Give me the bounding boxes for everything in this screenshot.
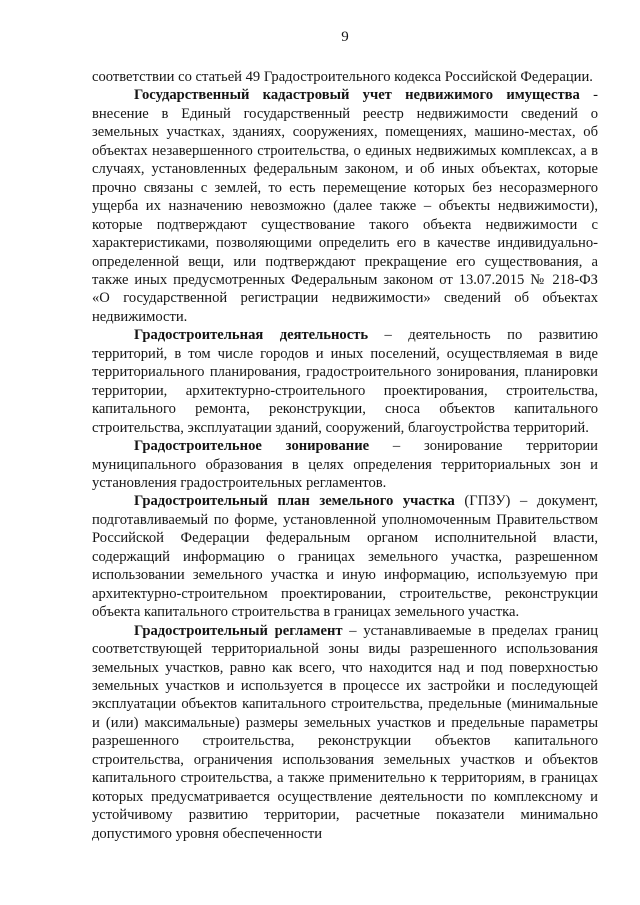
definition-urban-planning-activity bbox=[92, 326, 598, 437]
term-separator bbox=[455, 493, 465, 509]
definition-term: Градостроительный план земельного участка bbox=[134, 493, 455, 510]
definition-term: Градостроительный регламент bbox=[134, 622, 343, 639]
page-number: 9 bbox=[341, 29, 349, 45]
definition-text: деятельность по развитию территорий, в том числе городов и иных поселений, осуществляемая в виде территориального планирования, градостроительного зонирования, планировки территории, архитектурно-строительного проектирования, строительства, капитального ремонта, реконструкции, сноса объектов капитального строительства, эксплуатации зданий, сооружений, благоустройства территорий. bbox=[92, 327, 599, 436]
definition-term: Государственный кадастровый учет недвижимого имущества bbox=[134, 87, 580, 104]
definition-urban-regulation bbox=[92, 622, 598, 843]
paragraph-text: соответствии со статьей 49 Градостроительного кодекса Российской Федерации. bbox=[92, 69, 593, 85]
definition-text: устанавливаемые в пределах границ соответствующей территориальной зоны виды разрешенного использования земельных участков, равно как всего, что находится над и под поверхностью земельных участков и используется в процессе их застройки и последующей эксплуатации объектов капитального строительства, предельные (минимальные и (или) максимальные) размеры земельных участков и предельные параметры разрешенного строительства, реконструкции объектов капитального строительства, ограничения использования земельных участков и объектов капитального строительства, а также применительно к территориям, в границах которых предусматривается осуществление деятельности по комплексному и устойчивому развитию территории, расчетные показатели минимально допустимого уровня обеспеченности bbox=[92, 622, 599, 842]
term-separator: - bbox=[579, 87, 598, 104]
definition-term: Градостроительная деятельность bbox=[134, 327, 369, 344]
definition-text: внесение в Единый государственный реестр недвижимости сведений о земельных участках, зданиях, сооружениях, помещениях, машино-местах, об объектах незавершенного строительства, о единых недвижимых комплексах, а в случаях, установленных федеральным законом, и об иных объектах, которые прочно связаны с землей, то есть перемещение которых без несоразмерного ущерба их назначению невозможно (далее также – объекты недвижимости), которые подтверждают существование такого объекта недвижимости с характеристиками, позволяющими определить его в качестве индивидуально-определенной вещи, или подтверждают прекращение его существования, а также иных предусмотренных Федеральным законом от 13.07.2015 № 218-ФЗ «О государственной регистрации недвижимости» сведений об объектах недвижимости. bbox=[92, 105, 598, 325]
definition-text: (ГПЗУ) – документ, подготавливаемый по форме, установленной уполномоченным Правительством Российской Федерации федеральным органом исполнительной власти, содержащий информацию о границах земельного участка, разрешенном использовании земельного участка и иную информацию, используемую при архитектурно-строительном проектировании, строительстве, реконструкции объекта капитального строительства в границах земельного участка. bbox=[92, 493, 599, 621]
term-separator: – bbox=[368, 327, 409, 344]
definition-land-plot-plan bbox=[92, 492, 598, 621]
paragraph-continuation bbox=[92, 68, 598, 86]
term-separator: – bbox=[342, 622, 364, 639]
term-separator: – bbox=[369, 438, 425, 455]
definition-text: зонирование территории муниципального образования в целях определения территориальных зон и установления градостроительных регламентов. bbox=[92, 438, 598, 491]
definition-urban-zoning bbox=[92, 437, 598, 492]
definition-term: Градостроительное зонирование bbox=[134, 438, 370, 455]
definition-cadastral-registration bbox=[92, 86, 598, 326]
